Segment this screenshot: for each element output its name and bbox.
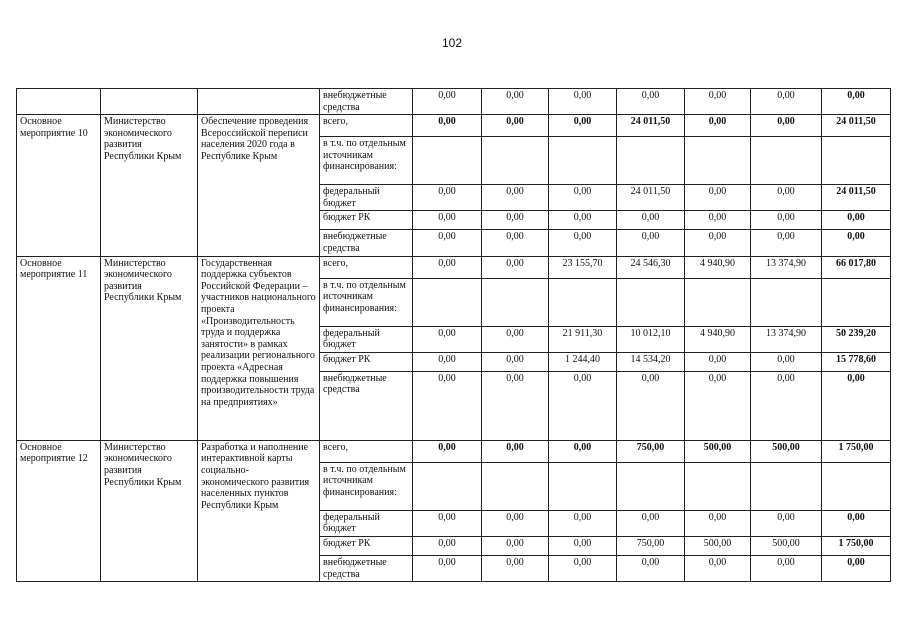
value-cell: 750,00 (617, 440, 685, 462)
source-cell: внебюджетные средства (320, 555, 413, 581)
value-cell: 0,00 (685, 115, 751, 137)
value-cell: 0,00 (617, 89, 685, 115)
table-row (17, 256, 891, 278)
value-cell (617, 462, 685, 510)
value-cell (751, 278, 822, 326)
value-cell: 500,00 (751, 440, 822, 462)
source-cell: бюджет РК (320, 536, 413, 555)
value-cell (822, 462, 891, 510)
value-cell (751, 137, 822, 185)
measure-cell: Основное мероприятие 10 (17, 115, 101, 256)
value-cell: 0,00 (413, 185, 482, 211)
table-row (17, 115, 891, 137)
value-cell: 24 011,50 (822, 185, 891, 211)
value-cell: 0,00 (685, 89, 751, 115)
value-cell (413, 462, 482, 510)
description-cell: Государственная поддержка субъектов Российской Федерации – участников национального проекта «Производительность труда и поддержка занятости» в рамках реализации регионального проекта «Адресная поддержка повышения производительности труда на предприятиях» (198, 256, 320, 440)
value-cell: 0,00 (482, 211, 549, 230)
value-cell: 0,00 (685, 185, 751, 211)
value-cell: 0,00 (751, 185, 822, 211)
value-cell (413, 278, 482, 326)
source-cell: бюджет РК (320, 211, 413, 230)
value-cell: 0,00 (413, 230, 482, 256)
value-cell: 0,00 (685, 211, 751, 230)
value-cell: 0,00 (549, 115, 617, 137)
budget-table (16, 88, 891, 582)
value-cell: 0,00 (822, 371, 891, 440)
value-cell: 0,00 (822, 510, 891, 536)
value-cell (751, 462, 822, 510)
value-cell: 0,00 (822, 230, 891, 256)
table-row (17, 89, 891, 115)
value-cell: 0,00 (751, 89, 822, 115)
value-cell (549, 137, 617, 185)
value-cell: 0,00 (413, 326, 482, 352)
value-cell: 0,00 (482, 230, 549, 256)
value-cell: 23 155,70 (549, 256, 617, 278)
value-cell: 0,00 (549, 536, 617, 555)
value-cell: 0,00 (413, 555, 482, 581)
table-body (17, 89, 891, 582)
value-cell: 0,00 (751, 115, 822, 137)
value-cell: 0,00 (549, 211, 617, 230)
value-cell (617, 137, 685, 185)
value-cell: 0,00 (482, 185, 549, 211)
value-cell (822, 278, 891, 326)
executor-cell (101, 89, 198, 115)
value-cell: 0,00 (822, 555, 891, 581)
value-cell: 0,00 (751, 510, 822, 536)
value-cell (482, 462, 549, 510)
value-cell (685, 462, 751, 510)
value-cell: 0,00 (549, 440, 617, 462)
executor-cell: Министерство экономического развития Республики Крым (101, 115, 198, 256)
value-cell: 0,00 (482, 326, 549, 352)
value-cell: 0,00 (482, 115, 549, 137)
value-cell: 500,00 (685, 536, 751, 555)
value-cell: 14 534,20 (617, 352, 685, 371)
value-cell: 10 012,10 (617, 326, 685, 352)
value-cell: 50 239,20 (822, 326, 891, 352)
value-cell: 15 778,60 (822, 352, 891, 371)
value-cell: 500,00 (751, 536, 822, 555)
measure-cell: Основное мероприятие 11 (17, 256, 101, 440)
value-cell: 0,00 (413, 211, 482, 230)
value-cell: 0,00 (549, 230, 617, 256)
executor-cell: Министерство экономического развития Республики Крым (101, 440, 198, 581)
source-cell: в т.ч. по отдельным источникам финансирования: (320, 462, 413, 510)
value-cell: 0,00 (482, 536, 549, 555)
source-cell: федеральный бюджет (320, 326, 413, 352)
value-cell: 0,00 (685, 510, 751, 536)
value-cell (617, 278, 685, 326)
value-cell (482, 137, 549, 185)
value-cell: 0,00 (482, 510, 549, 536)
value-cell: 0,00 (413, 89, 482, 115)
value-cell: 24 011,50 (617, 115, 685, 137)
value-cell: 0,00 (685, 352, 751, 371)
value-cell: 0,00 (413, 256, 482, 278)
value-cell: 21 911,30 (549, 326, 617, 352)
value-cell: 0,00 (822, 89, 891, 115)
value-cell: 0,00 (549, 555, 617, 581)
source-cell: бюджет РК (320, 352, 413, 371)
value-cell: 0,00 (413, 352, 482, 371)
value-cell: 0,00 (413, 510, 482, 536)
description-cell (198, 89, 320, 115)
value-cell: 0,00 (482, 555, 549, 581)
source-cell: всего, (320, 440, 413, 462)
value-cell: 0,00 (617, 371, 685, 440)
value-cell: 0,00 (685, 555, 751, 581)
value-cell (482, 278, 549, 326)
value-cell: 0,00 (482, 89, 549, 115)
source-cell: федеральный бюджет (320, 185, 413, 211)
value-cell: 0,00 (685, 371, 751, 440)
value-cell: 0,00 (549, 185, 617, 211)
value-cell: 66 017,80 (822, 256, 891, 278)
value-cell: 0,00 (751, 371, 822, 440)
source-cell: в т.ч. по отдельным источникам финансирования: (320, 278, 413, 326)
value-cell: 1 750,00 (822, 536, 891, 555)
value-cell: 0,00 (685, 230, 751, 256)
value-cell: 0,00 (751, 555, 822, 581)
value-cell: 0,00 (482, 371, 549, 440)
value-cell (822, 137, 891, 185)
value-cell: 1 244,40 (549, 352, 617, 371)
value-cell: 0,00 (617, 510, 685, 536)
value-cell: 13 374,90 (751, 326, 822, 352)
measure-cell (17, 89, 101, 115)
source-cell: всего, (320, 115, 413, 137)
value-cell: 0,00 (751, 352, 822, 371)
source-cell: всего, (320, 256, 413, 278)
value-cell: 0,00 (549, 89, 617, 115)
value-cell (413, 137, 482, 185)
page-number: 102 (441, 36, 463, 50)
value-cell (685, 137, 751, 185)
value-cell: 0,00 (413, 440, 482, 462)
value-cell: 0,00 (413, 115, 482, 137)
value-cell: 13 374,90 (751, 256, 822, 278)
value-cell: 24 011,50 (822, 115, 891, 137)
value-cell: 0,00 (549, 510, 617, 536)
value-cell: 0,00 (482, 352, 549, 371)
source-cell: внебюджетные средства (320, 371, 413, 440)
value-cell: 0,00 (617, 230, 685, 256)
value-cell: 0,00 (617, 211, 685, 230)
value-cell (685, 278, 751, 326)
value-cell: 0,00 (751, 230, 822, 256)
value-cell: 0,00 (549, 371, 617, 440)
value-cell: 0,00 (482, 440, 549, 462)
value-cell (549, 462, 617, 510)
value-cell: 0,00 (617, 555, 685, 581)
value-cell: 24 011,50 (617, 185, 685, 211)
value-cell: 1 750,00 (822, 440, 891, 462)
table-row (17, 440, 891, 462)
description-cell: Разработка и наполнение интерактивной карты социально-экономического развития населенных пунктов Республики Крым (198, 440, 320, 581)
source-cell: федеральный бюджет (320, 510, 413, 536)
source-cell: в т.ч. по отдельным источникам финансирования: (320, 137, 413, 185)
value-cell: 0,00 (413, 536, 482, 555)
description-cell: Обеспечение проведения Всероссийской переписи населения 2020 года в Республике Крым (198, 115, 320, 256)
executor-cell: Министерство экономического развития Республики Крым (101, 256, 198, 440)
source-cell: внебюджетные средства (320, 230, 413, 256)
value-cell: 0,00 (751, 211, 822, 230)
value-cell: 4 940,90 (685, 256, 751, 278)
value-cell: 24 546,30 (617, 256, 685, 278)
value-cell: 500,00 (685, 440, 751, 462)
value-cell: 0,00 (413, 371, 482, 440)
value-cell: 0,00 (822, 211, 891, 230)
value-cell: 0,00 (482, 256, 549, 278)
value-cell: 4 940,90 (685, 326, 751, 352)
value-cell (549, 278, 617, 326)
value-cell: 750,00 (617, 536, 685, 555)
measure-cell: Основное мероприятие 12 (17, 440, 101, 581)
source-cell: внебюджетные средства (320, 89, 413, 115)
